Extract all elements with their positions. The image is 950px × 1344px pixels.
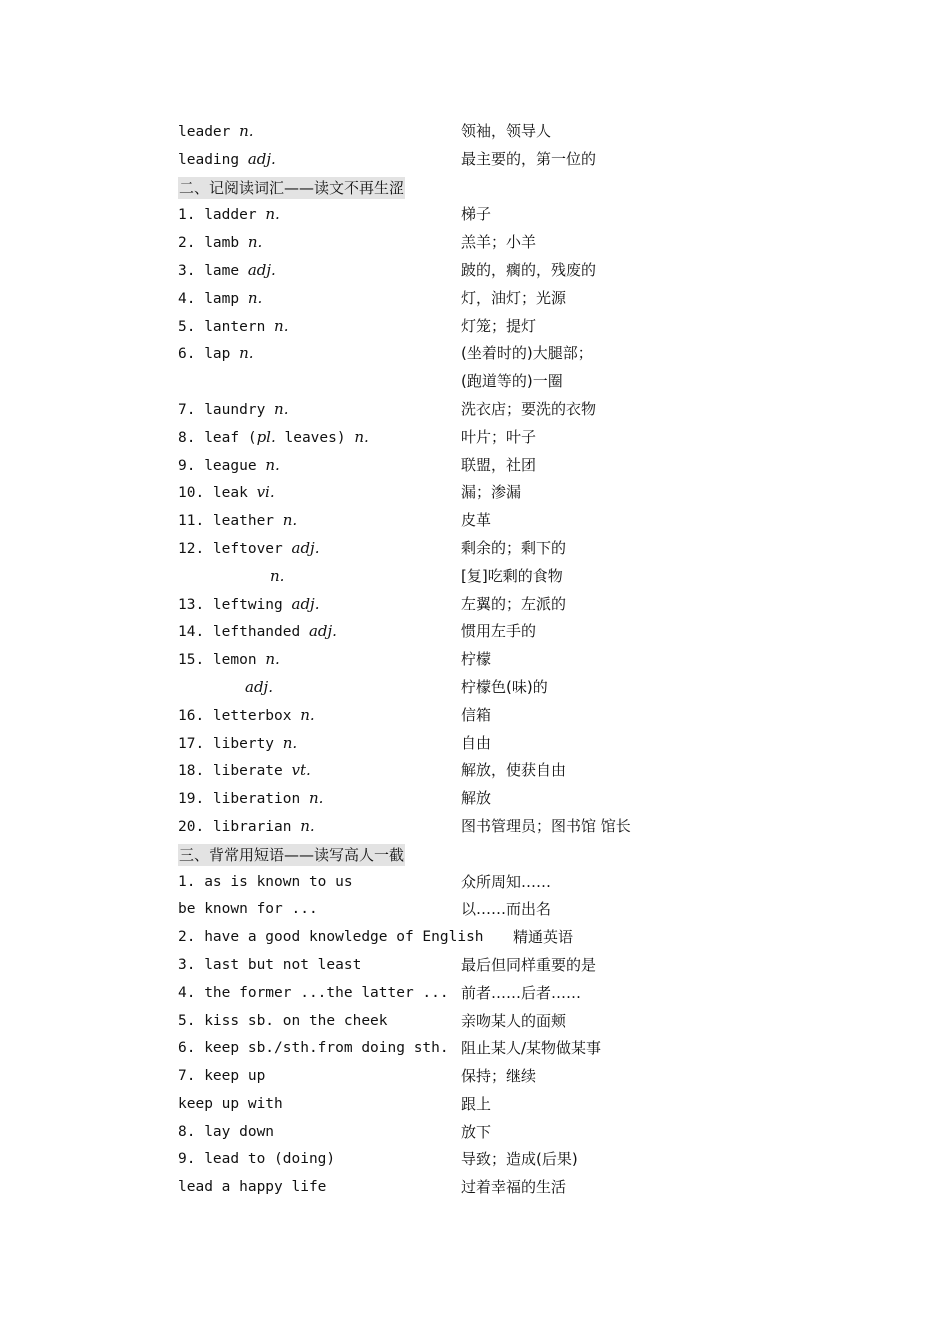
phrase-text: 5. kiss sb. on the cheek bbox=[178, 1012, 388, 1029]
vocab-word: 9. league n. bbox=[178, 455, 280, 474]
phrase-text: 2. have a good knowledge of English bbox=[178, 929, 484, 946]
phrase-meaning: 跟上 bbox=[461, 1094, 492, 1113]
vocab-row bbox=[178, 146, 778, 174]
vocab-meaning: 灯，油灯；光源 bbox=[461, 288, 567, 307]
vocab-word: 14. lefthanded adj. bbox=[178, 622, 337, 641]
phrase-row bbox=[178, 1119, 778, 1147]
phrase-text: lead a happy life bbox=[178, 1179, 327, 1196]
phrase-text: keep up with bbox=[178, 1095, 283, 1112]
phrase-row bbox=[178, 952, 778, 980]
vocab-word: 13. leftwing adj. bbox=[178, 594, 320, 613]
vocab-meaning: 最主要的，第一位的 bbox=[461, 149, 597, 168]
vocab-word: 7. laundry n. bbox=[178, 399, 289, 418]
vocab-row bbox=[178, 646, 778, 674]
vocab-word: 20. librarian n. bbox=[178, 816, 315, 835]
vocab-row bbox=[178, 535, 778, 563]
vocab-meaning: 图书管理员；图书馆 馆长 bbox=[461, 816, 631, 835]
phrase-meaning: 前者……后者…… bbox=[461, 983, 582, 1002]
vocab-meaning: 跛的，瘸的，残废的 bbox=[461, 260, 597, 279]
vocab-word: 12. leftover adj. bbox=[178, 538, 320, 557]
phrase-row bbox=[178, 924, 778, 952]
vocab-row bbox=[178, 424, 778, 452]
phrase-row bbox=[178, 869, 778, 897]
vocab-row bbox=[178, 702, 778, 730]
phrase-meaning: 亲吻某人的面颊 bbox=[461, 1011, 567, 1030]
vocab-word: 18. liberate vt. bbox=[178, 761, 311, 780]
vocab-meaning: 解放 bbox=[461, 789, 492, 808]
vocab-row bbox=[178, 507, 778, 535]
vocab-pos: adj. bbox=[245, 677, 273, 696]
phrase-text: 7. keep up bbox=[178, 1068, 266, 1085]
vocab-word: 1. ladder n. bbox=[178, 205, 280, 224]
vocab-row bbox=[178, 479, 778, 507]
phrase-text: 3. last but not least bbox=[178, 956, 362, 973]
vocab-meaning: 梯子 bbox=[461, 205, 492, 224]
vocab-row bbox=[178, 229, 778, 257]
phrase-row bbox=[178, 980, 778, 1008]
vocab-meaning: 羔羊；小羊 bbox=[461, 233, 537, 252]
phrase-meaning: 导致；造成(后果) bbox=[461, 1150, 578, 1169]
phrase-row bbox=[178, 1008, 778, 1036]
phrase-text: 8. lay down bbox=[178, 1123, 275, 1140]
vocab-row-continuation bbox=[178, 368, 778, 396]
vocab-word: 11. leather n. bbox=[178, 511, 298, 530]
vocab-word: 10. leak vi. bbox=[178, 483, 275, 502]
phrase-text: 6. keep sb./sth.from doing sth. bbox=[178, 1040, 449, 1057]
phrase-text: be known for ... bbox=[178, 901, 318, 918]
vocab-meaning: 解放，使获自由 bbox=[461, 761, 567, 780]
vocab-row-continuation bbox=[178, 563, 778, 591]
vocabulary-page bbox=[178, 118, 778, 1202]
vocab-word: leading adj. bbox=[178, 149, 276, 168]
vocab-word: 2. lamb n. bbox=[178, 233, 263, 252]
phrase-row bbox=[178, 1174, 778, 1202]
vocab-row bbox=[178, 757, 778, 785]
vocab-meaning: 剩余的；剩下的 bbox=[461, 538, 567, 557]
vocab-row bbox=[178, 257, 778, 285]
phrase-meaning: 放下 bbox=[461, 1122, 492, 1141]
vocab-row bbox=[178, 396, 778, 424]
phrase-row bbox=[178, 896, 778, 924]
vocab-row bbox=[178, 591, 778, 619]
phrase-meaning: 过着幸福的生活 bbox=[461, 1178, 567, 1197]
phrase-row bbox=[178, 1091, 778, 1119]
section-heading-reading-vocab: 二、记阅读词汇——读文不再生涩 bbox=[179, 178, 405, 197]
phrase-row bbox=[178, 1063, 778, 1091]
vocab-meaning: 信箱 bbox=[461, 705, 492, 724]
vocab-row bbox=[178, 785, 778, 813]
vocab-pos: n. bbox=[270, 566, 285, 585]
vocab-row bbox=[178, 201, 778, 229]
vocab-meaning: 洗衣店；要洗的衣物 bbox=[461, 399, 597, 418]
phrase-row bbox=[178, 1146, 778, 1174]
vocab-row bbox=[178, 340, 778, 368]
phrase-meaning: 以……而出名 bbox=[461, 900, 552, 919]
phrase-text: 4. the former ...the latter ... bbox=[178, 984, 449, 1001]
vocab-row bbox=[178, 313, 778, 341]
vocab-word: 15. lemon n. bbox=[178, 650, 280, 669]
vocab-meaning: 柠檬 bbox=[461, 650, 492, 669]
vocab-row bbox=[178, 285, 778, 313]
phrase-text: 9. lead to (doing) bbox=[178, 1151, 336, 1168]
vocab-row bbox=[178, 618, 778, 646]
vocab-meaning: [复]吃剩的食物 bbox=[461, 566, 563, 585]
vocab-row bbox=[178, 452, 778, 480]
vocab-meaning: 皮革 bbox=[461, 511, 492, 530]
phrase-meaning: 阻止某人/某物做某事 bbox=[461, 1039, 602, 1058]
phrase-meaning: 众所周知…… bbox=[461, 872, 552, 891]
vocab-meaning: 联盟，社团 bbox=[461, 455, 537, 474]
phrase-row bbox=[178, 1035, 778, 1063]
vocab-meaning: 叶片；叶子 bbox=[461, 427, 537, 446]
vocab-word: 3. lame adj. bbox=[178, 260, 276, 279]
vocab-word: 8. leaf (pl. leaves) n. bbox=[178, 427, 369, 446]
vocab-row bbox=[178, 813, 778, 841]
vocab-word: 16. letterbox n. bbox=[178, 705, 315, 724]
vocab-word: leader n. bbox=[178, 122, 254, 140]
vocab-word: 19. liberation n. bbox=[178, 789, 324, 808]
vocab-meaning: 灯笼；提灯 bbox=[461, 316, 537, 335]
vocab-meaning: (坐着时的)大腿部； bbox=[461, 344, 593, 363]
phrase-meaning: 最后但同样重要的是 bbox=[461, 955, 597, 974]
vocab-meaning: 领袖，领导人 bbox=[461, 122, 552, 140]
phrase-meaning: 精通英语 bbox=[513, 928, 574, 947]
vocab-meaning: 惯用左手的 bbox=[461, 622, 537, 641]
section-heading-phrases: 三、背常用短语——读写高人一截 bbox=[179, 845, 405, 864]
vocab-meaning: 柠檬色(味)的 bbox=[461, 677, 548, 696]
vocab-row-continuation bbox=[178, 674, 778, 702]
phrase-text: 1. as is known to us bbox=[178, 873, 353, 890]
phrase-meaning: 保持；继续 bbox=[461, 1067, 537, 1086]
vocab-meaning: 漏；渗漏 bbox=[461, 483, 522, 502]
vocab-word: 6. lap n. bbox=[178, 344, 254, 363]
vocab-meaning: 自由 bbox=[461, 733, 492, 752]
vocab-meaning: (跑道等的)一圈 bbox=[461, 372, 563, 391]
vocab-word: 17. liberty n. bbox=[178, 733, 298, 752]
vocab-row bbox=[178, 118, 778, 146]
vocab-word: 4. lamp n. bbox=[178, 288, 263, 307]
vocab-word: 5. lantern n. bbox=[178, 316, 289, 335]
vocab-row bbox=[178, 730, 778, 758]
vocab-meaning: 左翼的；左派的 bbox=[461, 594, 567, 613]
